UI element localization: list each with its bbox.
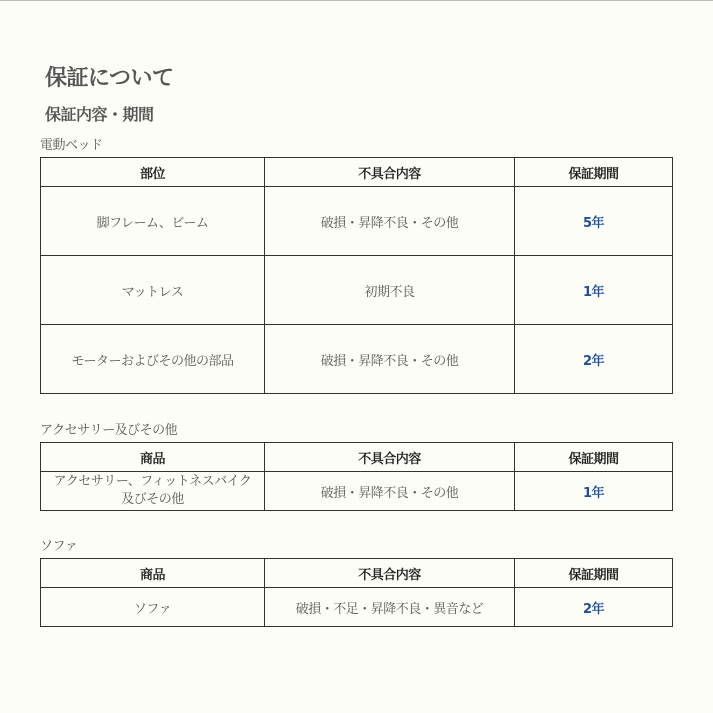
- header-product: 商品: [41, 443, 265, 472]
- table-row: [41, 472, 673, 511]
- table-row: [41, 588, 673, 627]
- warranty-table-electric-bed: [40, 157, 673, 394]
- cell-issue: 破損・昇降不良・その他: [265, 325, 515, 394]
- page-subtitle: 保証内容・期間: [45, 105, 154, 124]
- section-label-sofa: ソファ: [40, 539, 78, 554]
- cell-part: マットレス: [41, 256, 265, 325]
- cell-product-line-1: アクセサリー、フィットネスバイク: [53, 474, 252, 489]
- table-row: [41, 325, 673, 394]
- warranty-table-accessories: [40, 442, 673, 511]
- cell-period: 2年: [515, 325, 673, 394]
- cell-period: 5年: [515, 187, 673, 256]
- table-header-row: [41, 443, 673, 472]
- cell-issue: 破損・昇降不良・その他: [265, 472, 515, 511]
- section-label-accessories: アクセサリー及びその他: [40, 423, 178, 438]
- table-header-row: [41, 559, 673, 588]
- cell-product: ソファ: [41, 588, 265, 627]
- cell-product-line-2: 及びその他: [121, 492, 184, 507]
- cell-part: モーターおよびその他の部品: [41, 325, 265, 394]
- warranty-table-sofa: [40, 558, 673, 627]
- header-issue: 不具合内容: [265, 559, 515, 588]
- header-issue: 不具合内容: [265, 443, 515, 472]
- cell-part: 脚フレーム、ビーム: [41, 187, 265, 256]
- cell-period: 2年: [515, 588, 673, 627]
- table-header-row: [41, 158, 673, 187]
- table-row: [41, 187, 673, 256]
- cell-issue: 破損・昇降不良・その他: [265, 187, 515, 256]
- header-period: 保証期間: [515, 559, 673, 588]
- cell-period: 1年: [515, 256, 673, 325]
- cell-issue: 破損・不足・昇降不良・異音など: [265, 588, 515, 627]
- cell-issue: 初期不良: [265, 256, 515, 325]
- header-issue: 不具合内容: [265, 158, 515, 187]
- header-product: 商品: [41, 559, 265, 588]
- cell-product: [41, 472, 265, 511]
- header-period: 保証期間: [515, 443, 673, 472]
- header-part: 部位: [41, 158, 265, 187]
- page-title: 保証について: [45, 66, 174, 91]
- table-row: [41, 256, 673, 325]
- section-label-electric-bed: 電動ベッド: [40, 138, 103, 153]
- header-period: 保証期間: [515, 158, 673, 187]
- cell-period: 1年: [515, 472, 673, 511]
